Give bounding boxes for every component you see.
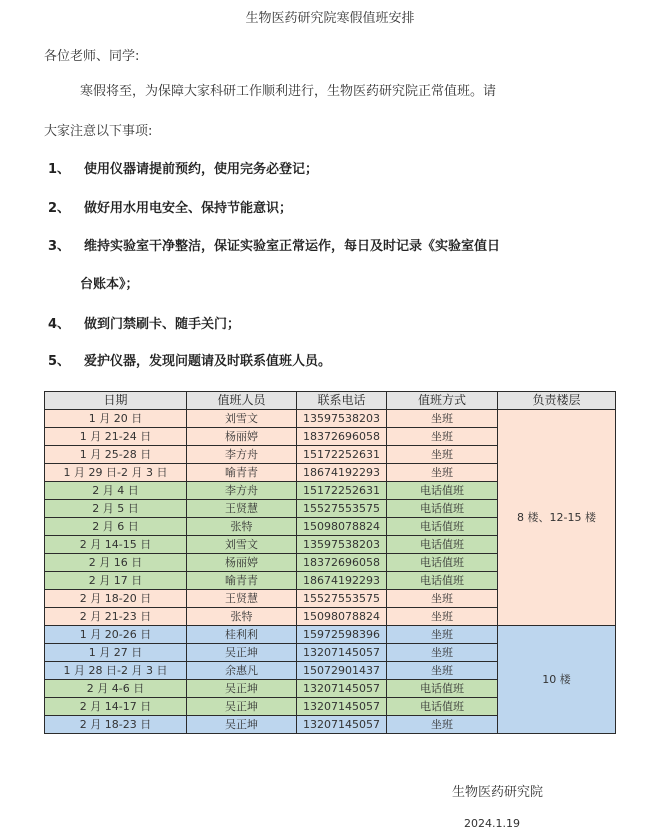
cell-phone: 15098078824 — [297, 518, 387, 536]
table-row — [45, 626, 616, 644]
cell-mode: 电话值班 — [387, 698, 498, 716]
cell-mode: 电话值班 — [387, 500, 498, 518]
cell-date: 1 月 27 日 — [45, 644, 187, 662]
table-row — [45, 410, 616, 428]
item-text: 维持实验室干净整洁，保证实验室正常运作，每日及时记录《实验室值日 — [84, 239, 501, 254]
cell-mode: 电话值班 — [387, 536, 498, 554]
cell-person: 喻青青 — [187, 572, 297, 590]
cell-date: 1 月 20 日 — [45, 410, 187, 428]
header-floor: 负责楼层 — [498, 392, 616, 410]
cell-date: 1 月 21-24 日 — [45, 428, 187, 446]
cell-phone: 15172252631 — [297, 482, 387, 500]
cell-date: 2 月 4-6 日 — [45, 680, 187, 698]
intro-line-1: 寒假将至，为保障大家科研工作顺利进行，生物医药研究院正常值班。请 — [80, 84, 497, 99]
notice-item-3-continued: 台账本》； — [80, 277, 139, 292]
notice-item-1 — [48, 158, 318, 177]
notice-item-3 — [48, 235, 500, 254]
cell-mode: 坐班 — [387, 608, 498, 626]
item-text: 使用仪器请提前预约，使用完务必登记； — [84, 162, 319, 177]
document-title: 生物医药研究院寒假值班安排 — [245, 11, 415, 26]
cell-phone: 15172252631 — [297, 446, 387, 464]
cell-mode: 电话值班 — [387, 554, 498, 572]
cell-mode: 坐班 — [387, 662, 498, 680]
cell-phone: 15972598396 — [297, 626, 387, 644]
cell-mode: 坐班 — [387, 626, 498, 644]
cell-mode: 坐班 — [387, 410, 498, 428]
document-date: 2024.1.19 — [464, 817, 520, 830]
cell-mode: 坐班 — [387, 428, 498, 446]
cell-person: 杨丽婷 — [187, 428, 297, 446]
cell-date: 2 月 5 日 — [45, 500, 187, 518]
notice-item-2 — [48, 197, 292, 216]
cell-phone: 18674192293 — [297, 464, 387, 482]
cell-person: 李方舟 — [187, 446, 297, 464]
cell-phone: 15072901437 — [297, 662, 387, 680]
cell-person: 刘雪文 — [187, 536, 297, 554]
item-text: 做好用水用电安全、保持节能意识； — [84, 201, 293, 216]
notice-item-5 — [48, 350, 331, 369]
item-number: 2、 — [48, 201, 71, 216]
cell-phone: 18372696058 — [297, 428, 387, 446]
cell-date: 2 月 6 日 — [45, 518, 187, 536]
cell-date: 2 月 17 日 — [45, 572, 187, 590]
duty-schedule-table — [44, 391, 616, 734]
item-number: 4、 — [48, 317, 71, 332]
cell-date: 1 月 25-28 日 — [45, 446, 187, 464]
cell-floor: 10 楼 — [498, 626, 616, 734]
cell-date: 2 月 4 日 — [45, 482, 187, 500]
cell-floor: 8 楼、12-15 楼 — [498, 410, 616, 626]
cell-person: 杨丽婷 — [187, 554, 297, 572]
cell-phone: 13597538203 — [297, 536, 387, 554]
item-text: 爱护仪器，发现问题请及时联系值班人员。 — [84, 354, 332, 369]
cell-mode: 坐班 — [387, 446, 498, 464]
cell-mode: 坐班 — [387, 716, 498, 734]
cell-mode: 电话值班 — [387, 518, 498, 536]
signature: 生物医药研究院 — [452, 785, 544, 800]
intro-line-2: 大家注意以下事项: — [44, 124, 153, 139]
cell-person: 张特 — [187, 608, 297, 626]
notice-item-4 — [48, 313, 240, 332]
table-body — [45, 410, 616, 734]
cell-mode: 电话值班 — [387, 572, 498, 590]
cell-date: 2 月 18-23 日 — [45, 716, 187, 734]
cell-phone: 18674192293 — [297, 572, 387, 590]
cell-date: 2 月 14-15 日 — [45, 536, 187, 554]
greeting: 各位老师、同学: — [44, 49, 140, 64]
cell-person: 刘雪文 — [187, 410, 297, 428]
cell-phone: 13207145057 — [297, 698, 387, 716]
cell-person: 桂利利 — [187, 626, 297, 644]
cell-person: 喻青青 — [187, 464, 297, 482]
cell-person: 吴正坤 — [187, 680, 297, 698]
cell-person: 吴正坤 — [187, 716, 297, 734]
cell-date: 1 月 29 日-2 月 3 日 — [45, 464, 187, 482]
cell-person: 吴正坤 — [187, 644, 297, 662]
cell-phone: 13207145057 — [297, 716, 387, 734]
cell-phone: 13597538203 — [297, 410, 387, 428]
header-date: 日期 — [45, 392, 187, 410]
cell-mode: 坐班 — [387, 644, 498, 662]
cell-phone: 13207145057 — [297, 680, 387, 698]
header-phone: 联系电话 — [297, 392, 387, 410]
cell-person: 余惠凡 — [187, 662, 297, 680]
cell-phone: 15527553575 — [297, 500, 387, 518]
cell-date: 2 月 18-20 日 — [45, 590, 187, 608]
cell-date: 2 月 16 日 — [45, 554, 187, 572]
header-mode: 值班方式 — [387, 392, 498, 410]
cell-mode: 电话值班 — [387, 680, 498, 698]
item-text: 做到门禁刷卡、随手关门； — [84, 317, 241, 332]
cell-person: 王贤慧 — [187, 590, 297, 608]
item-number: 3、 — [48, 239, 71, 254]
cell-person: 吴正坤 — [187, 698, 297, 716]
cell-phone: 13207145057 — [297, 644, 387, 662]
item-number: 1、 — [48, 162, 71, 177]
cell-phone: 15527553575 — [297, 590, 387, 608]
table-header-row — [45, 392, 616, 410]
item-number: 5、 — [48, 354, 71, 369]
cell-person: 李方舟 — [187, 482, 297, 500]
header-person: 值班人员 — [187, 392, 297, 410]
cell-date: 2 月 21-23 日 — [45, 608, 187, 626]
cell-date: 1 月 20-26 日 — [45, 626, 187, 644]
cell-person: 王贤慧 — [187, 500, 297, 518]
cell-date: 1 月 28 日-2 月 3 日 — [45, 662, 187, 680]
cell-person: 张特 — [187, 518, 297, 536]
cell-mode: 坐班 — [387, 464, 498, 482]
cell-phone: 15098078824 — [297, 608, 387, 626]
cell-mode: 坐班 — [387, 590, 498, 608]
cell-phone: 18372696058 — [297, 554, 387, 572]
cell-date: 2 月 14-17 日 — [45, 698, 187, 716]
cell-mode: 电话值班 — [387, 482, 498, 500]
